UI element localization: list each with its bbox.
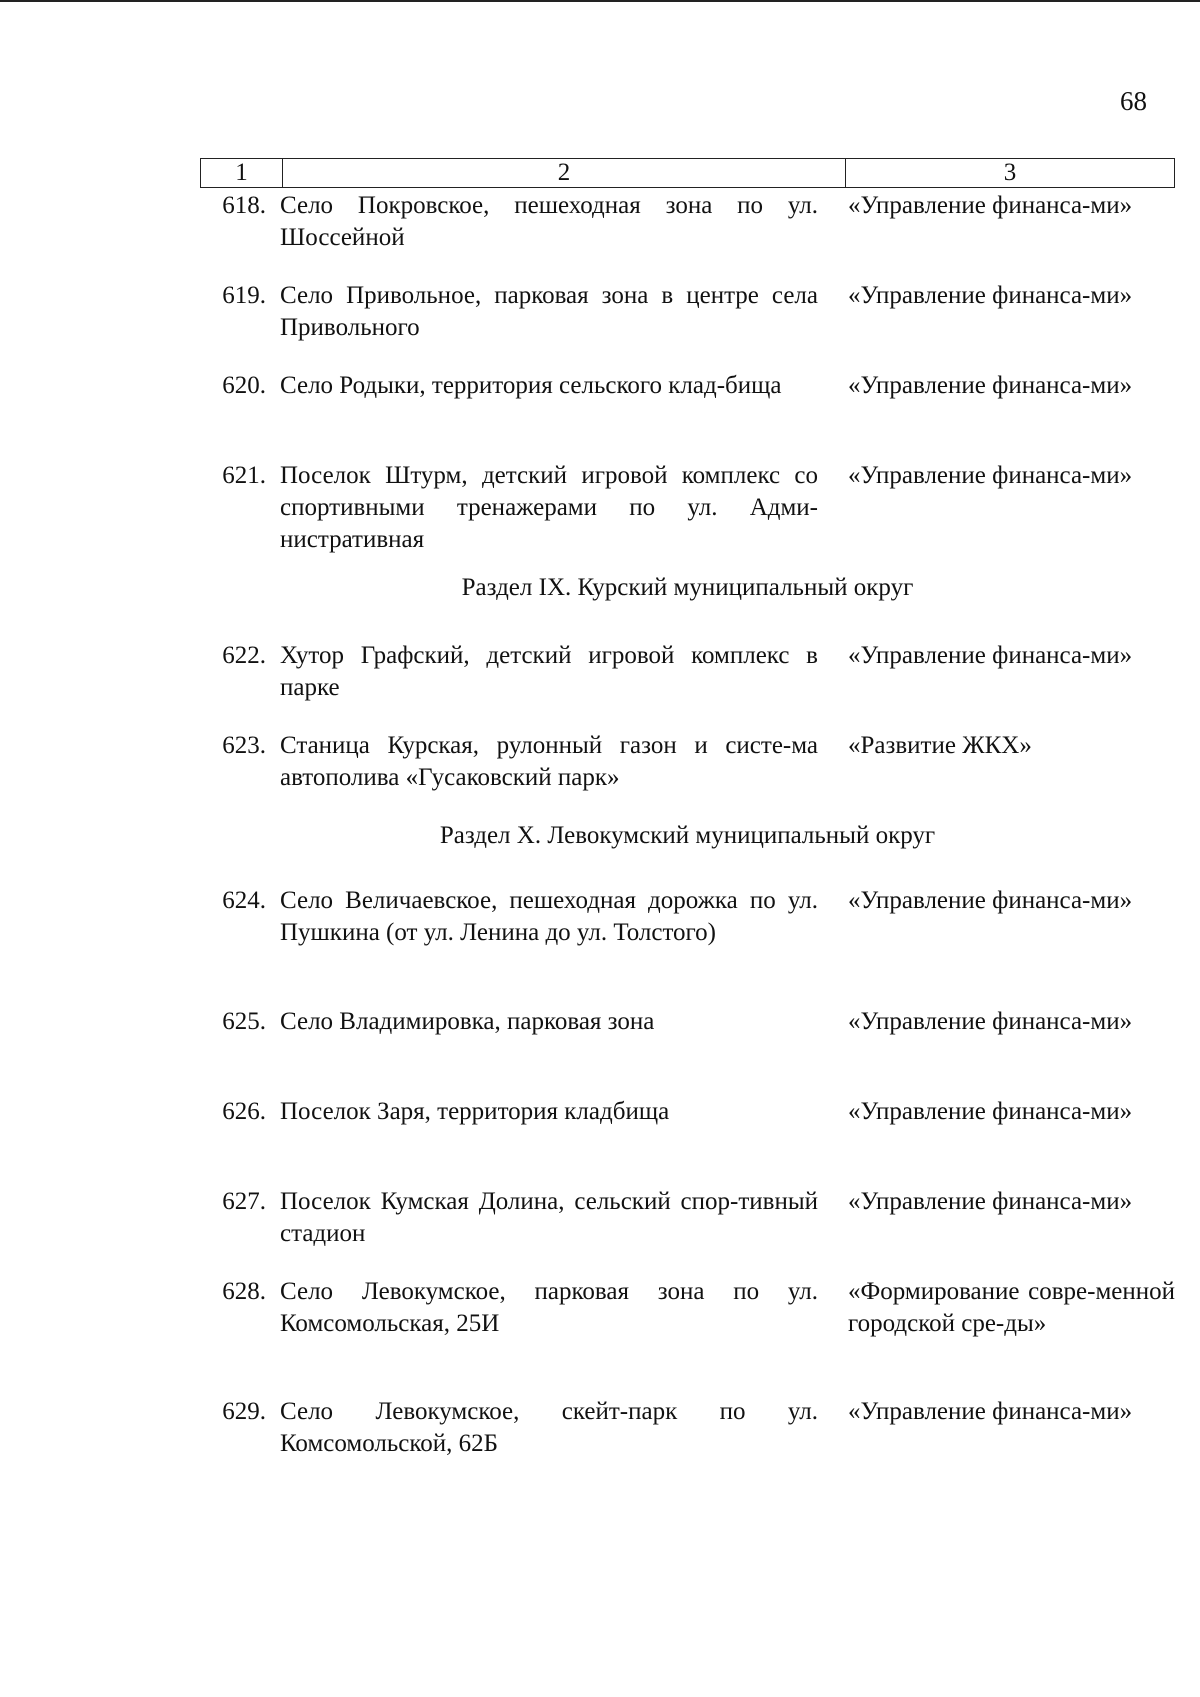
row-program: «Формирование совре-менной городской сре-ды» (848, 1278, 1175, 1337)
row-program: «Развитие ЖКХ» (848, 732, 1032, 759)
row-number: 623. (222, 732, 266, 759)
row-number: 619. (222, 282, 266, 309)
row-program: «Управление финанса-ми» (848, 1188, 1133, 1215)
row-number: 629. (222, 1398, 266, 1425)
row-program: «Управление финанса-ми» (848, 1008, 1133, 1035)
row-number: 626. (222, 1098, 266, 1125)
row-number: 620. (222, 372, 266, 399)
row-program: «Управление финанса-ми» (848, 887, 1133, 914)
row-number: 628. (222, 1278, 266, 1305)
row-object: Село Родыки, территория сельского клад-бища (280, 372, 782, 399)
row-program: «Управление финанса-ми» (848, 462, 1133, 489)
row-program: «Управление финанса-ми» (848, 372, 1133, 399)
row-number: 621. (222, 462, 266, 489)
row-program: «Управление финанса-ми» (848, 1398, 1133, 1425)
row-program: «Управление финанса-ми» (848, 282, 1133, 309)
row-number: 618. (222, 192, 266, 219)
section-title: Раздел X. Левокумский муниципальный округ (439, 822, 936, 849)
table-header (200, 158, 1175, 188)
header-col-2: 2 (283, 159, 846, 187)
page-number: 68 (1120, 86, 1147, 116)
row-program: «Управление финанса-ми» (848, 1098, 1133, 1125)
row-number: 622. (222, 642, 266, 669)
row-object: Станица Курская, рулонный газон и систе-ма автополива «Гусаковский парк» (280, 732, 818, 791)
row-object: Село Величаевское, пешеходная дорожка по ул. Пушкина (от ул. Ленина до ул. Толстого) (280, 887, 818, 946)
row-object: Село Владимировка, парковая зона (280, 1008, 655, 1035)
row-number: 627. (222, 1188, 266, 1215)
row-object: Хутор Графский, детский игровой комплекс в парке (280, 642, 818, 701)
row-number: 625. (222, 1008, 266, 1035)
row-object: Село Покровское, пешеходная зона по ул. Шоссейной (280, 192, 818, 251)
row-object: Поселок Заря, территория кладбища (280, 1098, 670, 1125)
row-object: Село Левокумское, скейт-парк по ул. Комсомольской, 62Б (280, 1398, 818, 1457)
header-col-1: 1 (201, 159, 283, 187)
row-object: Поселок Штурм, детский игровой комплекс со спортивными тренажерами по ул. Адми-нистративная (280, 462, 818, 553)
top-border-line (0, 0, 1200, 2)
section-title: Раздел IX. Курский муниципальный округ (461, 574, 914, 601)
row-object: Село Привольное, парковая зона в центре села Привольного (280, 282, 818, 341)
row-object: Село Левокумское, парковая зона по ул. Комсомольская, 25И (280, 1278, 818, 1337)
header-col-3: 3 (1003, 159, 1017, 186)
row-object: Поселок Кумская Долина, сельский спор-тивный стадион (280, 1188, 818, 1247)
row-number: 624. (222, 887, 266, 914)
row-program: «Управление финанса-ми» (848, 192, 1133, 219)
row-program: «Управление финанса-ми» (848, 642, 1133, 669)
